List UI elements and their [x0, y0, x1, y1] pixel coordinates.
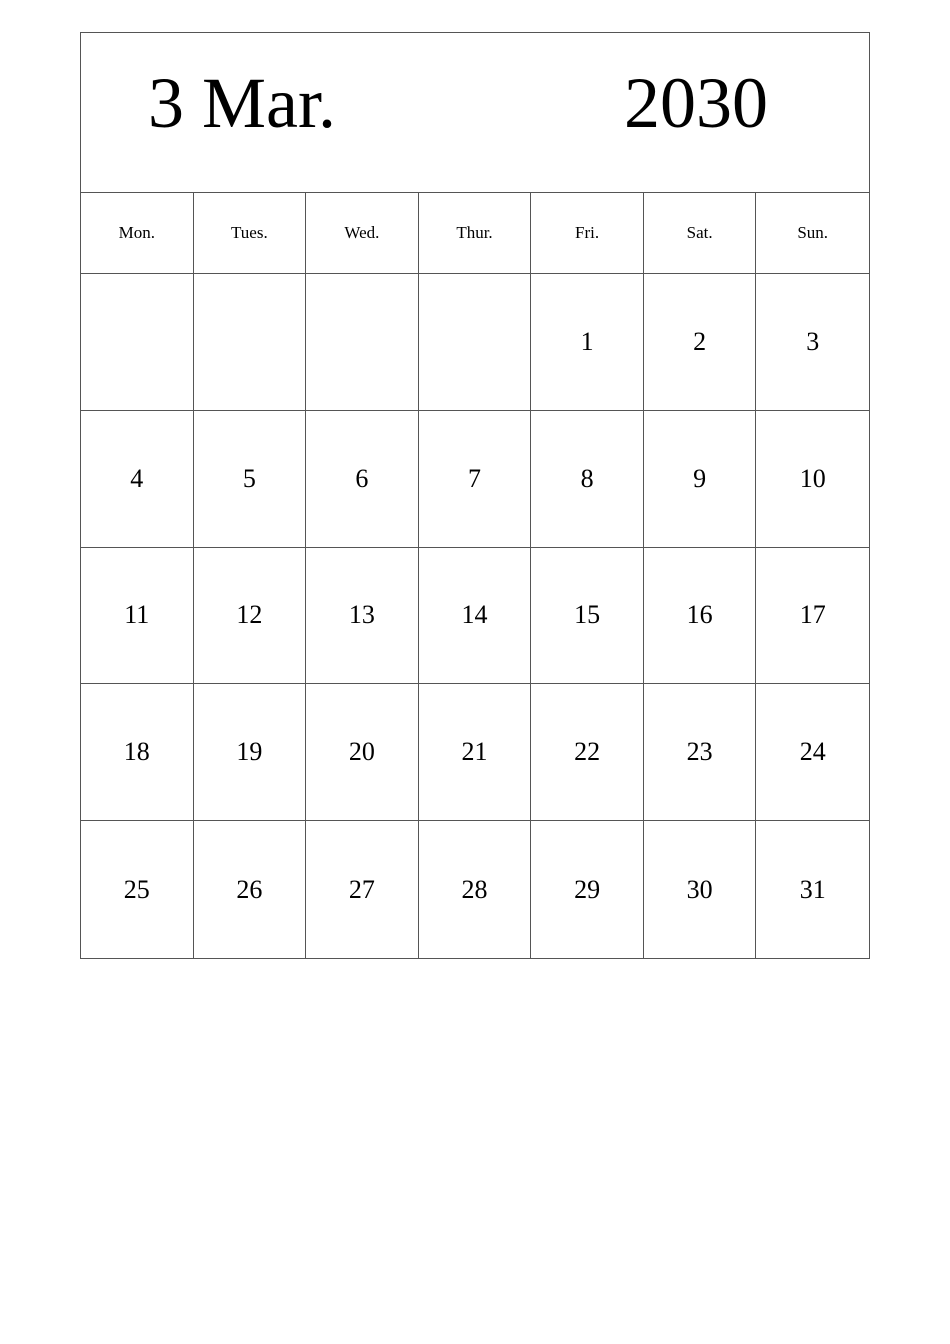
day-cell: 28	[419, 821, 532, 958]
day-cell: 30	[644, 821, 757, 958]
day-cell: 27	[306, 821, 419, 958]
day-cell: 8	[531, 411, 644, 548]
weekday-tue: Tues.	[194, 193, 307, 273]
day-cell	[81, 274, 194, 411]
day-cell: 19	[194, 684, 307, 821]
weekday-fri: Fri.	[531, 193, 644, 273]
day-cell: 7	[419, 411, 532, 548]
day-cell: 17	[756, 548, 869, 685]
day-cell: 26	[194, 821, 307, 958]
day-cell: 6	[306, 411, 419, 548]
day-cell: 23	[644, 684, 757, 821]
weekday-sun: Sun.	[797, 223, 829, 242]
year-title: 2030	[624, 63, 768, 143]
day-cell: 12	[194, 548, 307, 685]
weekday-sat: Sat.	[644, 193, 757, 273]
day-cell: 18	[81, 684, 194, 821]
day-cell: 11	[81, 548, 194, 685]
day-cell: 21	[419, 684, 532, 821]
day-cell: 9	[644, 411, 757, 548]
day-cell: 31	[799, 874, 826, 904]
weekday-header-row	[81, 193, 869, 274]
day-cell	[194, 274, 307, 411]
day-cell: 13	[306, 548, 419, 685]
calendar-header	[81, 33, 869, 193]
day-cell: 29	[531, 821, 644, 958]
day-cell: 1	[531, 274, 644, 411]
month-title: 3 Mar.	[148, 63, 336, 143]
day-cell: 10	[756, 411, 869, 548]
day-cell: 25	[81, 821, 194, 958]
calendar-page	[80, 32, 870, 959]
day-cell: 15	[531, 548, 644, 685]
day-cell: 3	[756, 274, 869, 411]
weekday-mon: Mon.	[81, 193, 194, 273]
day-cell	[306, 274, 419, 411]
day-cell: 24	[756, 684, 869, 821]
day-cell: 5	[194, 411, 307, 548]
weekday-wed: Wed.	[306, 193, 419, 273]
day-cell: 22	[531, 684, 644, 821]
day-cell: 4	[81, 411, 194, 548]
day-cell	[419, 274, 532, 411]
day-grid	[81, 274, 869, 958]
day-cell: 20	[306, 684, 419, 821]
day-cell: 14	[419, 548, 532, 685]
day-cell: 16	[644, 548, 757, 685]
day-cell: 2	[644, 274, 757, 411]
weekday-thu: Thur.	[419, 193, 532, 273]
